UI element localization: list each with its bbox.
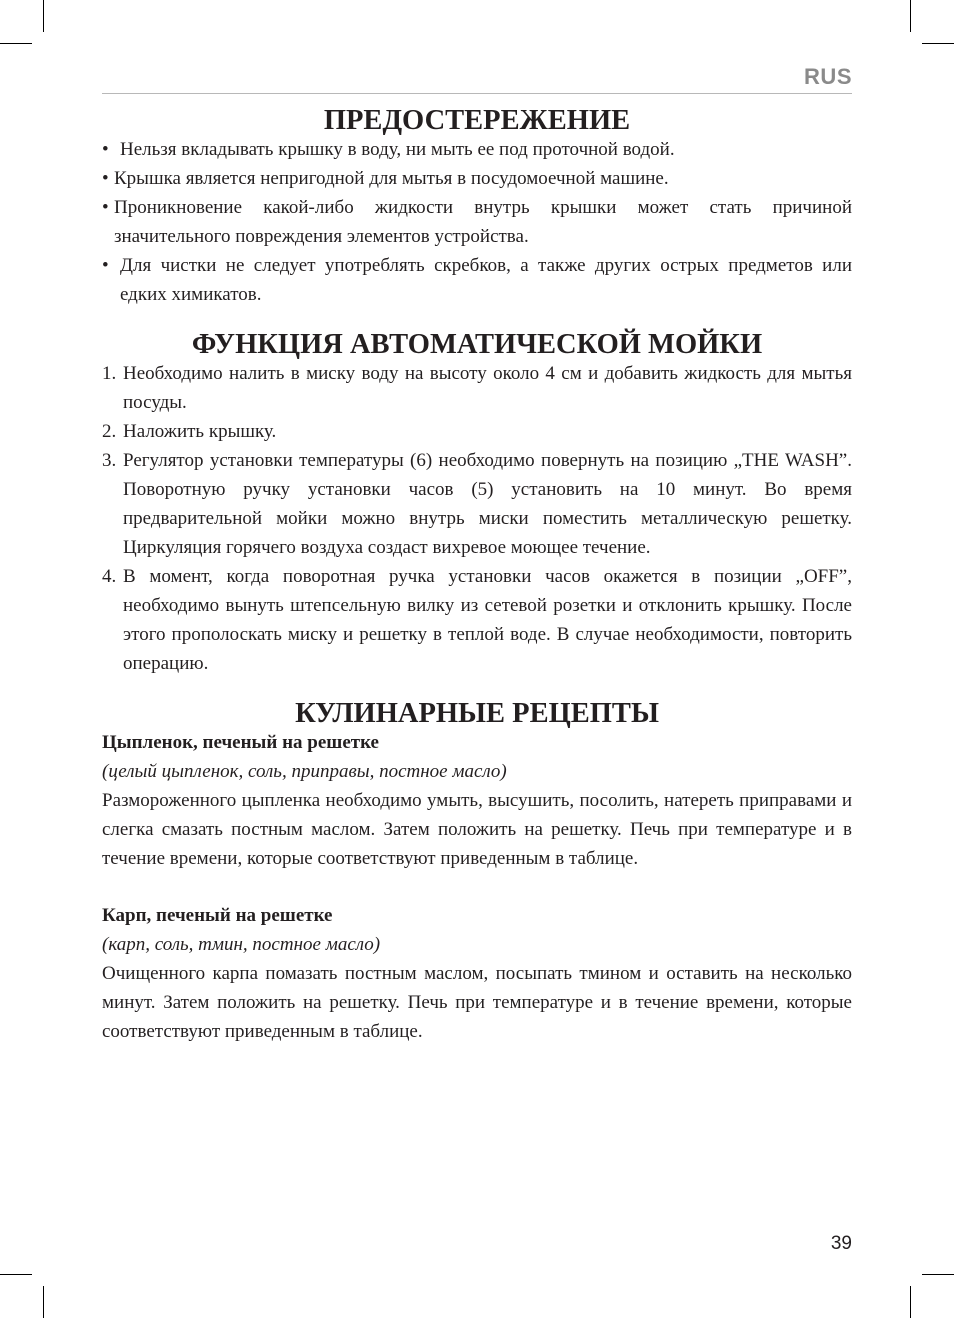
recipes-title: КУЛИНАРНЫЕ РЕЦЕПТЫ [295, 698, 659, 729]
recipe [102, 728, 852, 873]
crop-mark [43, 0, 44, 32]
autowash-title: ФУНКЦИЯ АВТОМАТИЧЕСКОЙ МОЙКИ [191, 329, 763, 360]
list-item: • Для чистки не следует употреблять скребков, а также других острых предметов или едких химикатов. [102, 255, 852, 305]
crop-mark [43, 1286, 44, 1318]
list-item: • Проникновение какой-либо жидкости внутрь крышки может стать причиной значительного повреждения элементов устройства. [102, 197, 852, 247]
language-label: RUS [804, 64, 852, 89]
crop-mark [910, 0, 911, 32]
step-item: 3. Регулятор установки температуры (6) необходимо повернуть на позицию „THE WASH”. Поворотную ручку установки часов (5) установить на 10 минут. Во время предварительной мойки можно внутрь миски поместить металлическую решетку. Циркуляция горячего воздуха создаст вихревое моющее течение. [102, 450, 852, 558]
crop-mark [0, 43, 32, 44]
crop-mark [922, 43, 954, 44]
warning-section [102, 106, 852, 309]
recipe-title: Цыпленок, печеный на решетке [102, 732, 379, 753]
crop-mark [922, 1274, 954, 1275]
autowash-section [102, 330, 852, 678]
step-item: 2. Наложить крышку. [102, 421, 277, 442]
warning-list [102, 135, 852, 309]
crop-mark [0, 1274, 32, 1275]
recipes-section [102, 699, 852, 1046]
header-rule [102, 93, 852, 94]
list-item: • Нельзя вкладывать крышку в воду, ни мыть ее под проточной водой. [102, 139, 675, 160]
autowash-steps [102, 359, 852, 678]
warning-title: ПРЕДОСТЕРЕЖЕНИЕ [323, 105, 631, 136]
recipe-ingredients: (карп, соль, тмин, постное масло) [102, 934, 381, 955]
recipe-ingredients: (целый цыпленок, соль, приправы, постное масло) [102, 761, 507, 782]
step-item: 4. В момент, когда поворотная ручка установки часов окажется в позиции „OFF”, необходимо вынуть штепсельную вилку из сетевой розетки и отклонить крышку. После этого прополоскать миску и решетку в теплой воде. В случае необходимости, повторить операцию. [102, 566, 852, 674]
page-number: 39 [830, 1233, 852, 1254]
crop-mark [910, 1286, 911, 1318]
recipe [102, 901, 852, 1046]
recipe-text: Размороженного цыпленка необходимо умыть, высушить, посолить, натереть приправами и слегка смазать постным маслом. Затем положить на решетку. Печь при температуре и в течение времени, которые соответствуют приведенным в таблице. [102, 790, 852, 869]
recipe-text: Очищенного карпа помазать постным маслом, посыпать тмином и оставить на несколько минут. Затем положить на решетку. Печь при температуре и в течение времени, которые соответствуют приведенным в таблице. [102, 963, 852, 1042]
list-item: • Крышка является непригодной для мытья в посудомоечной машине. [102, 168, 669, 189]
step-item: 1. Необходимо налить в миску воду на высоту около 4 см и добавить жидкость для мытья посуды. [102, 363, 852, 413]
page-content [102, 104, 852, 1046]
recipe-title: Карп, печеный на решетке [102, 905, 333, 926]
